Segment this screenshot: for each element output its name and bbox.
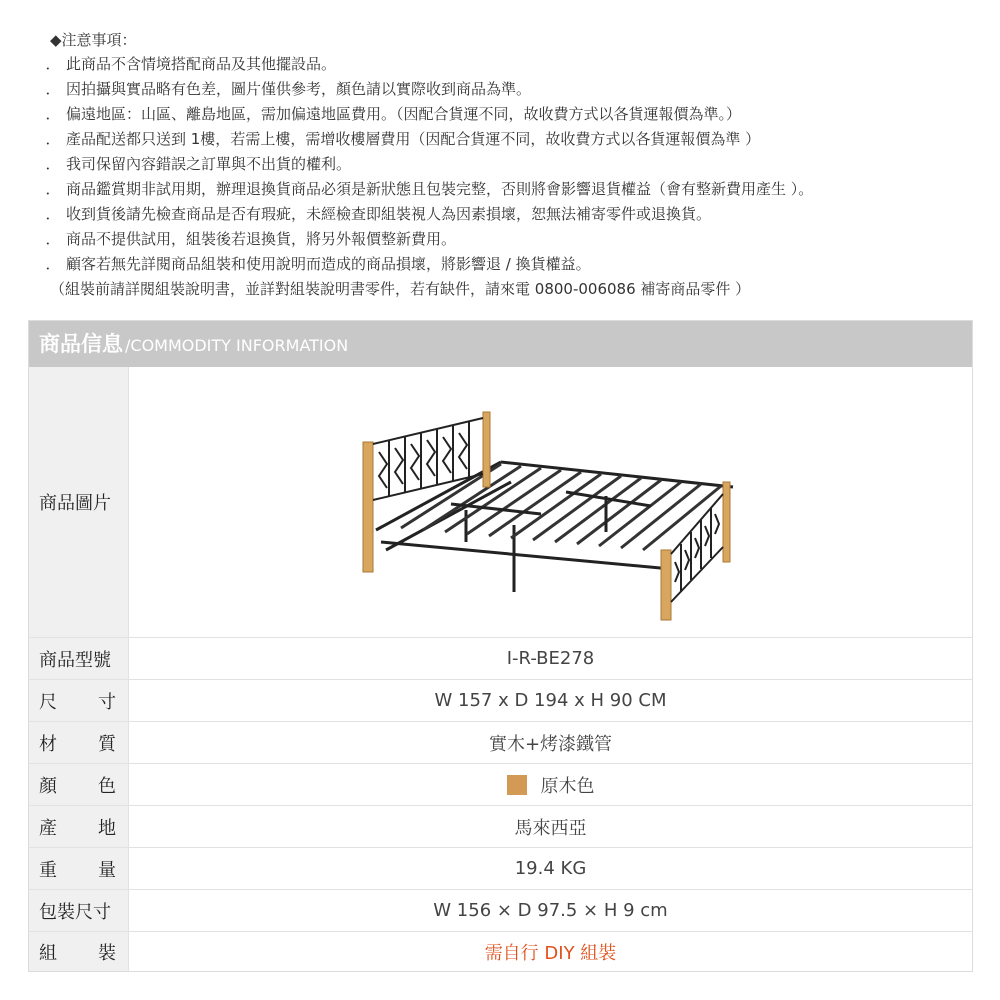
notice-text: 此商品不含情境搭配商品及其他擺設品。 bbox=[66, 55, 337, 73]
notice-item bbox=[40, 52, 980, 77]
label-origin bbox=[29, 806, 129, 847]
label-package: 包裝尺寸 bbox=[29, 890, 129, 931]
notice-text: 產品配送都只送到 1樓，若需上樓，需增收樓層費用（因配合貨運不同，故收費方式以各貨運報價為準 ） bbox=[66, 130, 761, 148]
notice-text: 我司保留內容錯誤之訂單與不出貨的權利。 bbox=[66, 155, 352, 173]
notice-item bbox=[40, 252, 980, 277]
color-name: 原木色 bbox=[540, 775, 595, 797]
label-size bbox=[29, 680, 129, 721]
value-origin: 馬來西亞 bbox=[514, 817, 587, 839]
notice-item bbox=[40, 177, 980, 202]
label-color-char-2: 色 bbox=[98, 775, 116, 797]
label-weight bbox=[29, 848, 129, 889]
label-weight-char-1: 重 bbox=[39, 859, 57, 881]
row-model bbox=[29, 637, 972, 679]
value-assembly: 需自行 DIY 組裝 bbox=[484, 942, 617, 964]
notice-bullet: ． bbox=[45, 180, 61, 198]
commodity-info-header bbox=[29, 321, 972, 367]
value-color bbox=[129, 764, 972, 805]
label-color bbox=[29, 764, 129, 805]
notice-text: 偏遠地區：山區、離島地區，需加偏遠地區費用。（因配合貨運不同，故收費方式以各貨運報價為準。） bbox=[66, 105, 742, 123]
row-package bbox=[29, 889, 972, 931]
row-origin bbox=[29, 805, 972, 847]
value-weight: 19.4 KG bbox=[514, 858, 587, 879]
notice-text: 顧客若無先詳閱商品組裝和使用說明而造成的商品損壞，將影響退 / 換貨權益。 bbox=[66, 255, 591, 273]
value-material: 實木+烤漆鐵管 bbox=[488, 733, 613, 755]
notice-item bbox=[40, 202, 980, 227]
label-image: 商品圖片 bbox=[29, 367, 129, 637]
notice-bullet: ． bbox=[45, 255, 61, 273]
label-origin-char-1: 產 bbox=[39, 817, 57, 839]
label-assembly-char-1: 組 bbox=[39, 942, 57, 964]
notice-bullet: ． bbox=[45, 230, 61, 248]
notice-bullet: ． bbox=[45, 205, 61, 223]
notice-bullet: ． bbox=[45, 80, 61, 98]
commodity-info-table bbox=[28, 320, 973, 972]
notice-text: 收到貨後請先檢查商品是否有瑕疵，未經檢查即組裝視人為因素損壞，恕無法補寄零件或退換貨。 bbox=[66, 205, 712, 223]
label-assembly bbox=[29, 932, 129, 971]
value-package: W 156 × D 97.5 × H 9 cm bbox=[433, 900, 668, 921]
row-material bbox=[29, 721, 972, 763]
label-size-char-1: 尺 bbox=[39, 691, 57, 713]
notice-list bbox=[40, 52, 980, 277]
label-material-char-1: 材 bbox=[39, 733, 57, 755]
notice-bullet: ． bbox=[45, 55, 61, 73]
value-size: W 157 x D 194 x H 90 CM bbox=[434, 690, 667, 711]
label-material-char-2: 質 bbox=[98, 733, 116, 755]
label-weight-char-2: 量 bbox=[98, 859, 116, 881]
notice-item bbox=[40, 102, 980, 127]
notice-bullet: ． bbox=[45, 130, 61, 148]
label-material bbox=[29, 722, 129, 763]
row-size bbox=[29, 679, 972, 721]
notice-text: 商品鑑賞期非試用期，辦理退換貨商品必須是新狀態且包裝完整，否則將會影響退貨權益（會有整新費用產生 ）。 bbox=[66, 180, 814, 198]
row-color bbox=[29, 763, 972, 805]
notice-bullet: ． bbox=[45, 155, 61, 173]
color-swatch bbox=[507, 775, 527, 795]
row-assembly bbox=[29, 931, 972, 971]
notice-item bbox=[40, 152, 980, 177]
commodity-info-subtitle: /COMMODITY INFORMATION bbox=[125, 336, 349, 355]
notice-item bbox=[40, 127, 980, 152]
notice-item bbox=[40, 227, 980, 252]
label-origin-char-2: 地 bbox=[98, 817, 116, 839]
bed-frame-image bbox=[361, 382, 741, 622]
label-model: 商品型號 bbox=[29, 638, 129, 679]
label-size-char-2: 寸 bbox=[98, 691, 116, 713]
notice-heading: ◆注意事項： bbox=[50, 31, 137, 49]
label-assembly-char-2: 裝 bbox=[98, 942, 116, 964]
row-image bbox=[29, 367, 972, 637]
value-model: I-R-BE278 bbox=[506, 648, 595, 669]
notice-bullet: ． bbox=[45, 105, 61, 123]
commodity-info-title: 商品信息 bbox=[39, 332, 123, 356]
row-weight bbox=[29, 847, 972, 889]
label-color-char-1: 顏 bbox=[39, 775, 57, 797]
notice-text: 商品不提供試用，組裝後若退換貨，將另外報價整新費用。 bbox=[66, 230, 457, 248]
notice-text: 因拍攝與實品略有色差，圖片僅供參考，顏色請以實際收到商品為準。 bbox=[66, 80, 532, 98]
notice-closing: （組裝前請詳閱組裝說明書，並詳對組裝說明書零件，若有缺件，請來電 0800-006086 補寄商品零件 ） bbox=[50, 280, 751, 298]
product-image bbox=[129, 367, 972, 637]
notice-section bbox=[40, 28, 980, 302]
notice-item bbox=[40, 77, 980, 102]
